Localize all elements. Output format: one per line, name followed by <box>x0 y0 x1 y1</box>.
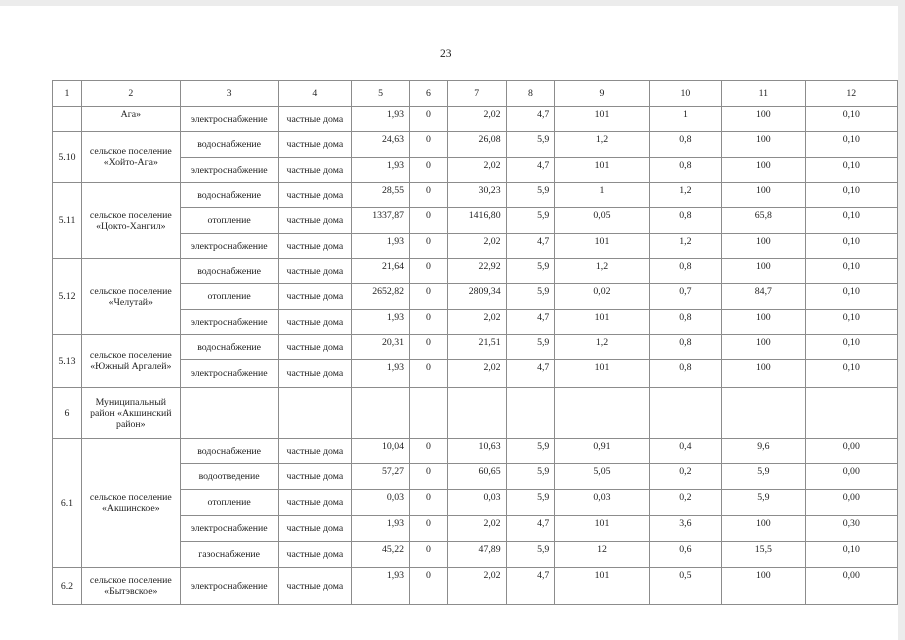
value-cell: 5,9 <box>506 284 555 310</box>
col-header: 1 <box>53 81 82 107</box>
consumer-type: частные дома <box>278 568 352 605</box>
service-type: электроснабжение <box>180 158 278 183</box>
value-cell: 100 <box>722 516 805 542</box>
value-cell: 0 <box>410 568 448 605</box>
value-cell: 0,8 <box>649 360 721 388</box>
service-type: водоснабжение <box>180 259 278 284</box>
value-cell: 21,64 <box>352 259 410 284</box>
value-cell: 0,4 <box>649 439 721 464</box>
value-cell: 5,9 <box>506 490 555 516</box>
value-cell <box>352 388 410 439</box>
value-cell: 5,9 <box>506 132 555 158</box>
value-cell: 5,9 <box>506 464 555 490</box>
value-cell: 0,00 <box>805 490 897 516</box>
value-cell: 1,93 <box>352 568 410 605</box>
service-type <box>180 388 278 439</box>
value-cell: 5,9 <box>722 490 805 516</box>
value-cell <box>410 388 448 439</box>
col-header: 12 <box>805 81 897 107</box>
settlement-name: сельское поселение «Челутай» <box>81 259 180 335</box>
service-type: электроснабжение <box>180 516 278 542</box>
value-cell: 100 <box>722 259 805 284</box>
value-cell: 9,6 <box>722 439 805 464</box>
value-cell: 2,02 <box>447 234 506 259</box>
row-number <box>53 107 82 132</box>
value-cell: 20,31 <box>352 335 410 360</box>
value-cell: 1,93 <box>352 360 410 388</box>
value-cell: 101 <box>555 234 649 259</box>
value-cell: 4,7 <box>506 516 555 542</box>
value-cell: 0,10 <box>805 107 897 132</box>
value-cell: 100 <box>722 183 805 208</box>
value-cell: 5,9 <box>506 542 555 568</box>
consumer-type: частные дома <box>278 132 352 158</box>
table-row <box>53 259 898 284</box>
consumer-type: частные дома <box>278 310 352 335</box>
value-cell: 5,9 <box>722 464 805 490</box>
value-cell: 0,8 <box>649 335 721 360</box>
value-cell: 4,7 <box>506 107 555 132</box>
row-number: 6.2 <box>53 568 82 605</box>
value-cell: 0 <box>410 542 448 568</box>
consumer-type: частные дома <box>278 107 352 132</box>
service-type: электроснабжение <box>180 234 278 259</box>
value-cell: 0 <box>410 335 448 360</box>
value-cell: 101 <box>555 568 649 605</box>
value-cell: 1,93 <box>352 516 410 542</box>
value-cell: 1,2 <box>649 183 721 208</box>
value-cell: 0,00 <box>805 464 897 490</box>
value-cell: 100 <box>722 158 805 183</box>
settlement-name: сельское поселение «Акшинское» <box>81 439 180 568</box>
value-cell: 0,91 <box>555 439 649 464</box>
col-header: 9 <box>555 81 649 107</box>
value-cell: 0 <box>410 490 448 516</box>
value-cell: 100 <box>722 568 805 605</box>
row-number: 5.10 <box>53 132 82 183</box>
value-cell: 0,00 <box>805 568 897 605</box>
value-cell: 0,8 <box>649 310 721 335</box>
value-cell: 0,10 <box>805 335 897 360</box>
value-cell: 1,93 <box>352 107 410 132</box>
consumer-type: частные дома <box>278 158 352 183</box>
value-cell: 5,05 <box>555 464 649 490</box>
value-cell: 15,5 <box>722 542 805 568</box>
document-page <box>0 6 898 640</box>
value-cell: 0 <box>410 132 448 158</box>
row-number: 6.1 <box>53 439 82 568</box>
value-cell: 2809,34 <box>447 284 506 310</box>
value-cell: 101 <box>555 310 649 335</box>
value-cell: 5,9 <box>506 439 555 464</box>
value-cell: 28,55 <box>352 183 410 208</box>
service-type: электроснабжение <box>180 310 278 335</box>
header-row <box>53 81 898 107</box>
value-cell: 101 <box>555 516 649 542</box>
page-number: 23 <box>440 48 452 60</box>
value-cell: 10,04 <box>352 439 410 464</box>
col-header: 4 <box>278 81 352 107</box>
value-cell: 2652,82 <box>352 284 410 310</box>
settlement-name: сельское поселение «Южный Аргалей» <box>81 335 180 388</box>
table-row <box>53 310 898 335</box>
value-cell: 0,10 <box>805 132 897 158</box>
consumer-type <box>278 388 352 439</box>
table-row <box>53 388 898 439</box>
value-cell: 0 <box>410 464 448 490</box>
table-row <box>53 335 898 360</box>
value-cell: 0,8 <box>649 259 721 284</box>
consumer-type: частные дома <box>278 542 352 568</box>
value-cell: 2,02 <box>447 158 506 183</box>
table-row <box>53 542 898 568</box>
value-cell: 4,7 <box>506 310 555 335</box>
col-header: 10 <box>649 81 721 107</box>
value-cell: 100 <box>722 132 805 158</box>
value-cell: 1,93 <box>352 158 410 183</box>
value-cell: 100 <box>722 234 805 259</box>
value-cell: 1,93 <box>352 310 410 335</box>
value-cell: 24,63 <box>352 132 410 158</box>
col-header: 6 <box>410 81 448 107</box>
value-cell <box>506 388 555 439</box>
value-cell: 12 <box>555 542 649 568</box>
value-cell: 101 <box>555 107 649 132</box>
service-type: электроснабжение <box>180 107 278 132</box>
value-cell: 100 <box>722 360 805 388</box>
table-row <box>53 360 898 388</box>
service-type: водоснабжение <box>180 335 278 360</box>
value-cell: 47,89 <box>447 542 506 568</box>
value-cell: 101 <box>555 158 649 183</box>
value-cell: 0 <box>410 158 448 183</box>
value-cell: 3,6 <box>649 516 721 542</box>
service-type: электроснабжение <box>180 360 278 388</box>
service-type: водоотведение <box>180 464 278 490</box>
service-type: отопление <box>180 490 278 516</box>
data-table <box>52 80 898 605</box>
col-header: 5 <box>352 81 410 107</box>
consumer-type: частные дома <box>278 208 352 234</box>
table-row <box>53 208 898 234</box>
value-cell: 0,7 <box>649 284 721 310</box>
value-cell: 1416,80 <box>447 208 506 234</box>
consumer-type: частные дома <box>278 490 352 516</box>
value-cell <box>555 388 649 439</box>
settlement-name: Ага» <box>81 107 180 132</box>
col-header: 3 <box>180 81 278 107</box>
value-cell: 1337,87 <box>352 208 410 234</box>
value-cell: 4,7 <box>506 158 555 183</box>
table-row <box>53 234 898 259</box>
value-cell: 0,8 <box>649 208 721 234</box>
value-cell: 1,2 <box>649 234 721 259</box>
table-row <box>53 284 898 310</box>
value-cell: 4,7 <box>506 360 555 388</box>
value-cell: 10,63 <box>447 439 506 464</box>
consumer-type: частные дома <box>278 516 352 542</box>
value-cell: 5,9 <box>506 259 555 284</box>
value-cell: 45,22 <box>352 542 410 568</box>
consumer-type: частные дома <box>278 464 352 490</box>
value-cell <box>722 388 805 439</box>
value-cell: 0,10 <box>805 284 897 310</box>
service-type: газоснабжение <box>180 542 278 568</box>
consumer-type: частные дома <box>278 259 352 284</box>
value-cell: 0 <box>410 107 448 132</box>
service-type: отопление <box>180 208 278 234</box>
value-cell: 0,6 <box>649 542 721 568</box>
value-cell: 5,9 <box>506 208 555 234</box>
value-cell: 2,02 <box>447 360 506 388</box>
service-type: отопление <box>180 284 278 310</box>
service-type: водоснабжение <box>180 439 278 464</box>
consumer-type: частные дома <box>278 335 352 360</box>
value-cell: 2,02 <box>447 310 506 335</box>
value-cell: 0,10 <box>805 158 897 183</box>
settlement-name: сельское поселение «Цокто-Хангил» <box>81 183 180 259</box>
value-cell: 2,02 <box>447 568 506 605</box>
service-type: водоснабжение <box>180 183 278 208</box>
settlement-name: сельское поселение «Бытэвское» <box>81 568 180 605</box>
value-cell: 0 <box>410 516 448 542</box>
value-cell: 0,10 <box>805 208 897 234</box>
value-cell: 0,8 <box>649 132 721 158</box>
table-row <box>53 183 898 208</box>
value-cell: 0,2 <box>649 490 721 516</box>
value-cell: 100 <box>722 335 805 360</box>
row-number: 5.13 <box>53 335 82 388</box>
value-cell: 0,30 <box>805 516 897 542</box>
table-row <box>53 132 898 158</box>
value-cell: 0,10 <box>805 542 897 568</box>
value-cell: 1,93 <box>352 234 410 259</box>
col-header: 7 <box>447 81 506 107</box>
value-cell: 4,7 <box>506 568 555 605</box>
table-row <box>53 158 898 183</box>
value-cell: 84,7 <box>722 284 805 310</box>
value-cell: 0 <box>410 284 448 310</box>
col-header: 11 <box>722 81 805 107</box>
value-cell: 1,2 <box>555 132 649 158</box>
value-cell: 100 <box>722 310 805 335</box>
value-cell <box>447 388 506 439</box>
consumer-type: частные дома <box>278 439 352 464</box>
value-cell: 5,9 <box>506 183 555 208</box>
value-cell: 4,7 <box>506 234 555 259</box>
value-cell: 57,27 <box>352 464 410 490</box>
value-cell: 0 <box>410 310 448 335</box>
col-header: 2 <box>81 81 180 107</box>
value-cell: 0,03 <box>555 490 649 516</box>
value-cell: 0,00 <box>805 439 897 464</box>
service-type: водоснабжение <box>180 132 278 158</box>
value-cell: 0,5 <box>649 568 721 605</box>
row-number: 5.11 <box>53 183 82 259</box>
value-cell: 0 <box>410 234 448 259</box>
value-cell: 0,10 <box>805 310 897 335</box>
table-row <box>53 516 898 542</box>
value-cell <box>805 388 897 439</box>
value-cell: 0,10 <box>805 259 897 284</box>
col-header: 8 <box>506 81 555 107</box>
value-cell: 0,8 <box>649 158 721 183</box>
table-row <box>53 107 898 132</box>
consumer-type: частные дома <box>278 360 352 388</box>
value-cell: 0 <box>410 360 448 388</box>
value-cell: 0,05 <box>555 208 649 234</box>
service-type: электроснабжение <box>180 568 278 605</box>
value-cell: 0 <box>410 259 448 284</box>
value-cell: 0 <box>410 439 448 464</box>
value-cell: 0,10 <box>805 234 897 259</box>
settlement-name: Муниципальный район «Акшинский район» <box>81 388 180 439</box>
value-cell: 65,8 <box>722 208 805 234</box>
table-row <box>53 439 898 464</box>
consumer-type: частные дома <box>278 183 352 208</box>
value-cell: 5,9 <box>506 335 555 360</box>
settlement-name: сельское поселение «Хойто-Ага» <box>81 132 180 183</box>
value-cell: 0,2 <box>649 464 721 490</box>
value-cell: 22,92 <box>447 259 506 284</box>
value-cell: 0,10 <box>805 183 897 208</box>
consumer-type: частные дома <box>278 284 352 310</box>
value-cell: 100 <box>722 107 805 132</box>
value-cell: 0 <box>410 183 448 208</box>
value-cell: 0,03 <box>352 490 410 516</box>
value-cell: 2,02 <box>447 107 506 132</box>
value-cell: 21,51 <box>447 335 506 360</box>
value-cell: 1,2 <box>555 335 649 360</box>
value-cell: 2,02 <box>447 516 506 542</box>
value-cell: 1 <box>649 107 721 132</box>
row-number: 6 <box>53 388 82 439</box>
value-cell <box>649 388 721 439</box>
value-cell: 1,2 <box>555 259 649 284</box>
row-number: 5.12 <box>53 259 82 335</box>
value-cell: 26,08 <box>447 132 506 158</box>
value-cell: 30,23 <box>447 183 506 208</box>
value-cell: 0,10 <box>805 360 897 388</box>
value-cell: 60,65 <box>447 464 506 490</box>
value-cell: 1 <box>555 183 649 208</box>
value-cell: 101 <box>555 360 649 388</box>
table-row <box>53 490 898 516</box>
table-row <box>53 464 898 490</box>
value-cell: 0 <box>410 208 448 234</box>
value-cell: 0,03 <box>447 490 506 516</box>
table-row <box>53 568 898 605</box>
value-cell: 0,02 <box>555 284 649 310</box>
consumer-type: частные дома <box>278 234 352 259</box>
